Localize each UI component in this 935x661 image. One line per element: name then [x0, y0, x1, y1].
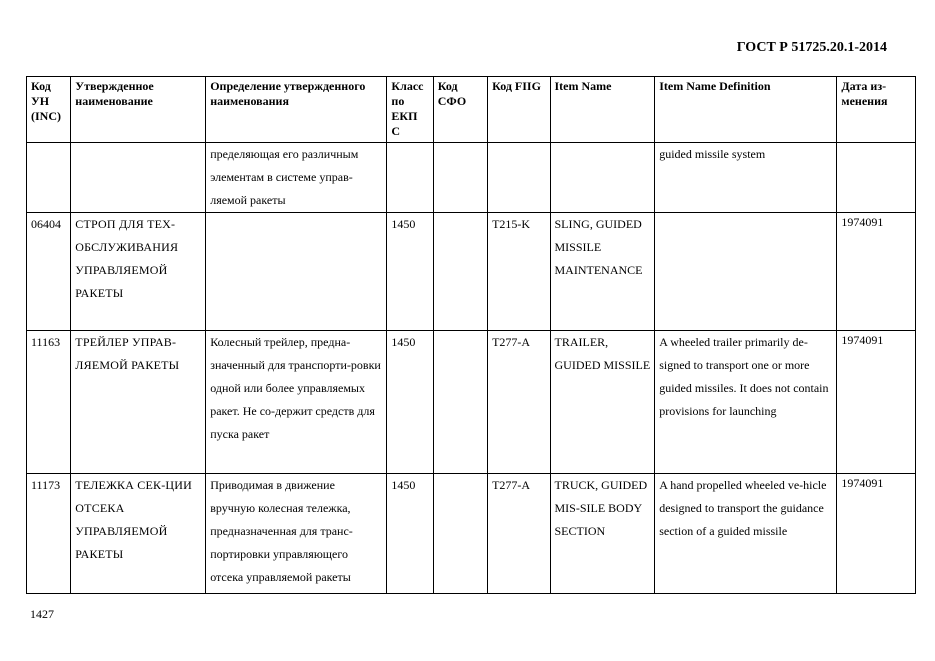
cell-approved-name: ТЕЛЕЖКА СЕК-ЦИИ ОТСЕКА УПРАВЛЯЕМОЙ РАКЕТЫ: [71, 474, 206, 594]
cell-sfo: [433, 213, 487, 331]
cell-item-name: SLING, GUIDED MISSILE MAINTENANCE: [550, 213, 655, 331]
column-header-item-name: Item Name: [550, 77, 655, 143]
cell-item-name: [550, 143, 655, 213]
column-header-approved-name: Утвержденное наименование: [71, 77, 206, 143]
registry-table: [26, 76, 916, 594]
cell-definition: [206, 213, 387, 331]
document-number: ГОСТ Р 51725.20.1-2014: [736, 40, 887, 55]
cell-inc: 11173: [27, 474, 71, 594]
table-row: [27, 331, 916, 474]
cell-date: [837, 143, 916, 213]
column-header-date: Дата из-менения: [837, 77, 916, 143]
cell-definition: пределяющая его различным элементам в системе управ-ляемой ракеты: [206, 143, 387, 213]
cell-approved-name: ТРЕЙЛЕР УПРАВ-ЛЯЕМОЙ РАКЕТЫ: [71, 331, 206, 474]
cell-approved-name: [71, 143, 206, 213]
table-row: [27, 143, 916, 213]
cell-sfo: [433, 331, 487, 474]
column-header-fiig: Код FIIG: [488, 77, 550, 143]
cell-sfo: [433, 474, 487, 594]
cell-inc: [27, 143, 71, 213]
cell-fiig: T277-A: [488, 331, 550, 474]
cell-fiig: [488, 143, 550, 213]
column-header-class: Класс по ЕКП С: [387, 77, 433, 143]
cell-class: 1450: [387, 474, 433, 594]
cell-definition: Приводимая в движение вручную колесная тележка, предназначенная для транс-портировки управляющего отсека управляемой ракеты: [206, 474, 387, 594]
cell-class: [387, 143, 433, 213]
cell-class: 1450: [387, 213, 433, 331]
cell-inc: 06404: [27, 213, 71, 331]
cell-fiig: T215-K: [488, 213, 550, 331]
cell-item-name: TRUCK, GUIDED MIS-SILE BODY SECTION: [550, 474, 655, 594]
table-row: [27, 213, 916, 331]
cell-date: 1974091: [837, 213, 916, 331]
column-header-inc: Код УН (INC): [27, 77, 71, 143]
cell-inc: 11163: [27, 331, 71, 474]
cell-approved-name: СТРОП ДЛЯ ТЕХ-ОБСЛУЖИВАНИЯ УПРАВЛЯЕМОЙ РАКЕТЫ: [71, 213, 206, 331]
column-header-sfo: Код СФО: [433, 77, 487, 143]
cell-sfo: [433, 143, 487, 213]
cell-class: 1450: [387, 331, 433, 474]
table-row: [27, 474, 916, 594]
cell-fiig: T277-A: [488, 474, 550, 594]
column-header-item-definition: Item Name Definition: [655, 77, 837, 143]
page-number: 1427: [30, 607, 54, 621]
cell-date: 1974091: [837, 331, 916, 474]
column-header-definition: Определение утвержденного наименования: [206, 77, 387, 143]
cell-item-definition: A wheeled trailer primarily de-signed to transport one or more guided missiles. It does not contain provisions for launching: [655, 331, 837, 474]
cell-item-definition: A hand propelled wheeled ve-hicle designed to transport the guidance section of a guided missile: [655, 474, 837, 594]
cell-definition: Колесный трейлер, предна-значенный для транспорти-ровки одной или более управляемых ракет. Не со-держит средств для пуска ракет: [206, 331, 387, 474]
cell-date: 1974091: [837, 474, 916, 594]
cell-item-definition: guided missile system: [655, 143, 837, 213]
table-header-row: [27, 77, 916, 143]
cell-item-name: TRAILER, GUIDED MISSILE: [550, 331, 655, 474]
cell-item-definition: [655, 213, 837, 331]
